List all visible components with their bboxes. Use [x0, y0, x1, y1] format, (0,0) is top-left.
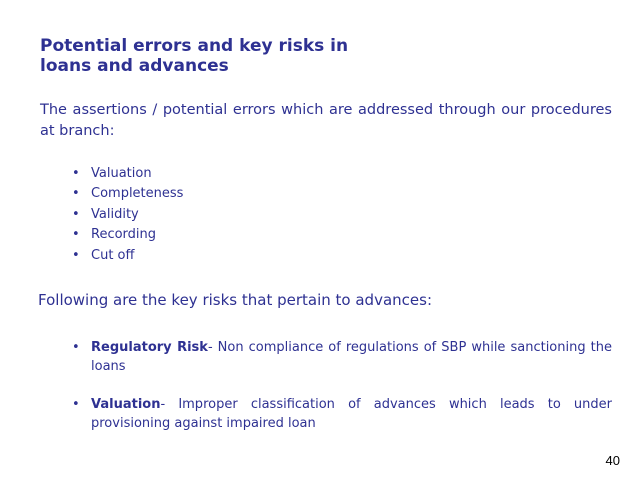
bullet-icon: • [72, 166, 80, 181]
bullet-icon: • [72, 186, 80, 202]
bullet-icon: • [72, 206, 80, 222]
risk-text [91, 338, 612, 376]
intro-paragraph: The assertions / potential errors which are addressed through our procedures at branch: [40, 102, 612, 139]
risk-item-valuation [72, 395, 612, 433]
page-number: 40 [605, 453, 620, 468]
list-item [72, 225, 183, 245]
risks-heading: Following are the key risks that pertain to advances: [38, 291, 432, 309]
slide-title [40, 36, 600, 76]
risk-item-regulatory [72, 338, 612, 376]
slide-title-line-2: loans and advances [40, 56, 229, 76]
risk-term: Regulatory Risk [91, 340, 208, 355]
assertions-list [72, 164, 183, 266]
list-item-label: Valuation [91, 166, 152, 181]
list-item [72, 246, 183, 266]
slide-title-line-1: Potential errors and key risks in [40, 36, 349, 56]
risk-text [91, 395, 612, 433]
list-item-label: Completeness [91, 186, 184, 202]
list-item-label: Validity [91, 206, 139, 222]
risk-description: - Non compliance of regulations of SBP while sanctioning the loans [91, 340, 612, 374]
list-item [72, 164, 183, 184]
bullet-icon: • [72, 227, 80, 243]
risk-term: Valuation [91, 397, 161, 412]
bullet-icon: • [72, 247, 80, 263]
bullet-icon: • [72, 340, 80, 355]
list-item-label: Recording [91, 227, 157, 243]
bullet-icon: • [72, 397, 80, 412]
list-item [72, 205, 183, 225]
list-item-label: Cut off [91, 247, 135, 263]
risk-description: - Improper classification of advances which leads to under provisioning against impaired loan [91, 397, 612, 431]
list-item [72, 184, 183, 204]
